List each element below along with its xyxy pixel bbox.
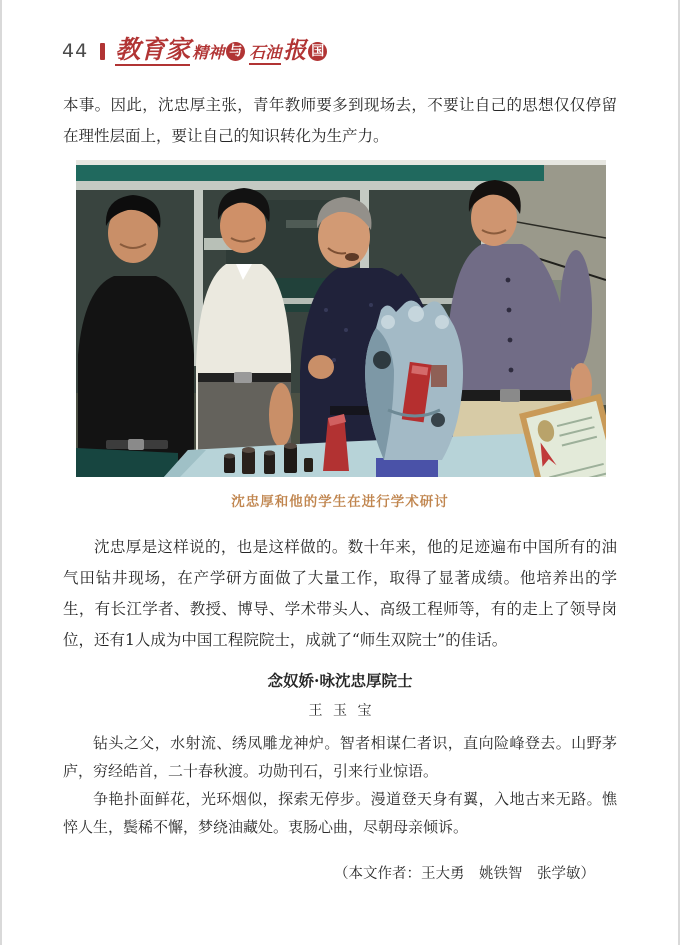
poem-author: 王玉宝 [308,703,382,719]
masthead-text-jiaoyujia: 教育家 [115,34,191,64]
masthead-text-bao: 报 [283,36,307,64]
paragraph-continuation: 本事。因此，沈忠厚主张，青年教师要多到现场去，不要让自己的思想仅仅停留在理性层面上，要让自己的知识转化为生产力。 [63,96,617,145]
book-masthead-logo [115,34,329,66]
photo-caption: 沈忠厚和他的学生在进行学术研讨 [231,494,449,510]
poem-title: 念奴娇·咏沈忠厚院士 [267,671,413,690]
photo-teal-band [76,165,544,181]
page-header [2,0,678,68]
page-number: 44 [62,40,89,62]
poem-stanza-2: 争艳扑面鲜花，光环烟似，探索无停步。漫道登天身有翼，入地古来无路。憔悴人生，鬓稀不懈，梦绕油藏处。衷肠心曲，尽朝母亲倾诉。 [63,790,617,836]
article-photo [76,160,606,477]
poem-body [63,729,617,841]
masthead-text-jingshen: 精神 [192,42,225,62]
poem-stanza-1: 钻头之父，水射流、绣凤雕龙神炉。智者相谋仁者识，直向险峰登去。山野茅庐，穷经皓首，二十春秋渡。功勋刊石，引来行业惊语。 [63,734,617,780]
photo-illustration [76,160,606,477]
masthead-guo-badge-icon: 国 [308,42,327,61]
page-content [2,90,678,887]
paragraph-main: 沈忠厚是这样说的，也是这样做的。数十年来，他的足迹遍布中国所有的油气田钻井现场，在产学研方面做了大量工作，取得了显著成绩。他培养出的学生，有长江学者、教授、博导、学术带头人、高级工程师等，有的走上了领导岗位，还有1人成为中国工程院院士，成就了“师生双院士”的佳话。 [63,538,617,649]
masthead-yu-badge-icon: 与 [226,42,245,61]
header-divider-bar [100,43,105,60]
article-attribution: （本文作者：王大勇 姚铁智 张学敏） [334,866,595,882]
masthead-text-shiyou: 石油 [249,45,281,65]
